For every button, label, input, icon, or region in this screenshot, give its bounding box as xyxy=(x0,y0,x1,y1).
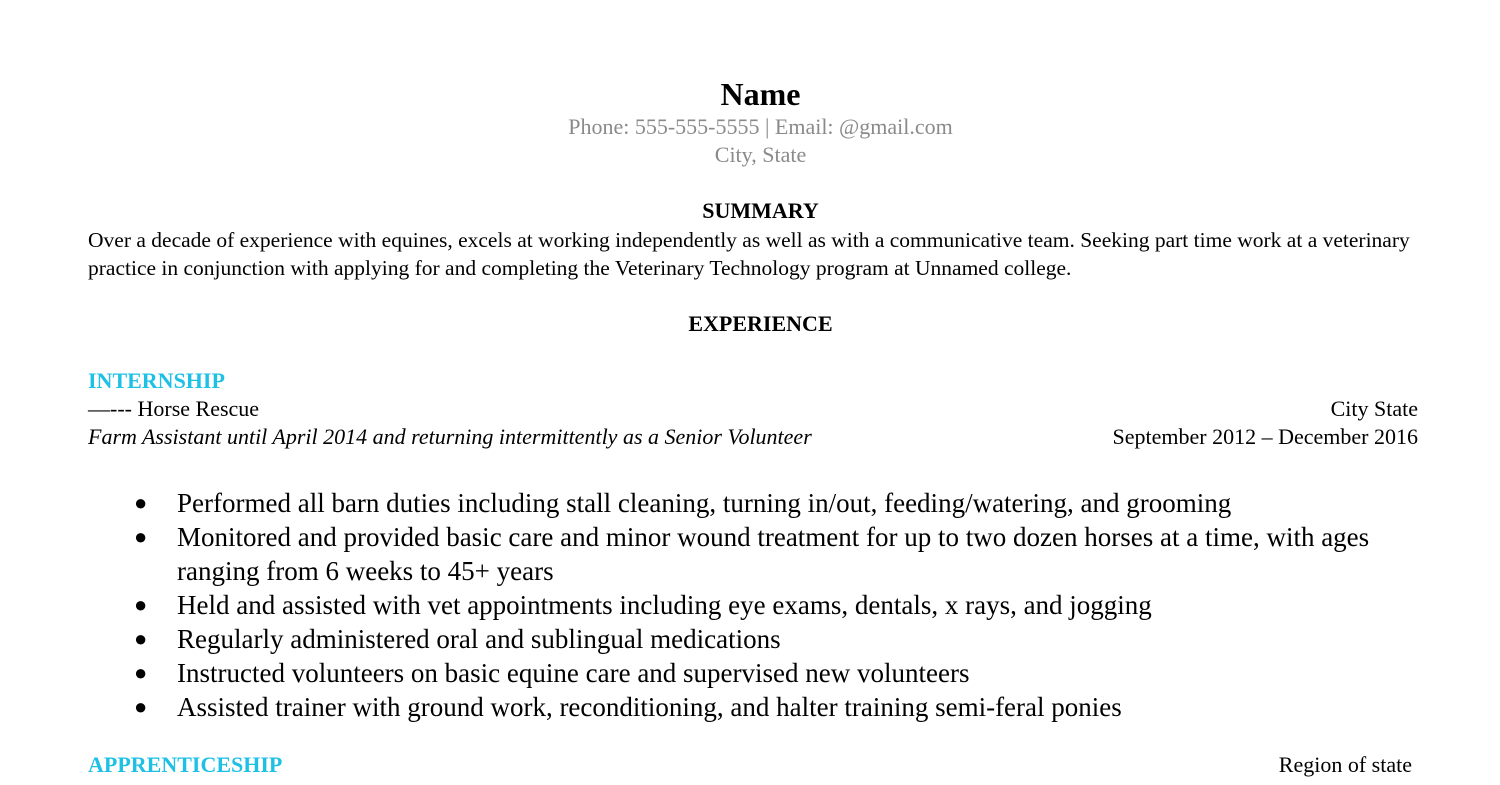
list-item xyxy=(88,486,1418,520)
bullet-icon: ● xyxy=(134,626,148,651)
bullet-text: Assisted trainer with ground work, reconditioning, and halter training semi-feral ponies xyxy=(177,692,1122,722)
summary-text: Over a decade of experience with equines, excels at working independently as well as with a communicative team. Seeking part time work at a veterinary practice in conjunction with applying for and completing the Veterinary Technology program at Unnamed college. xyxy=(88,228,1410,280)
bullet-icon: ● xyxy=(134,490,148,515)
list-item xyxy=(88,690,1418,724)
bullet-text: Instructed volunteers on basic equine care and supervised new volunteers xyxy=(177,658,970,688)
bullet-text: Monitored and provided basic care and minor wound treatment for up to two dozen horses at a time, with ages ranging from 6 weeks to 45+ years xyxy=(177,522,1370,586)
job-title-internship: INTERNSHIP xyxy=(88,368,225,393)
job-title-apprenticeship: APPRENTICESHIP xyxy=(88,752,283,777)
bullet-text: Regularly administered oral and sublingual medications xyxy=(177,624,781,654)
bullet-icon: ● xyxy=(134,524,148,549)
job-role: Farm Assistant until April 2014 and returning intermittently as a Senior Volunteer xyxy=(88,424,812,449)
bullet-text: Performed all barn duties including stall cleaning, turning in/out, feeding/watering, and grooming xyxy=(177,488,1232,518)
resume-page xyxy=(88,0,1418,785)
bullet-text: Held and assisted with vet appointments including eye exams, dentals, x rays, and jogging xyxy=(177,590,1152,620)
contact-location: City, State xyxy=(714,142,807,167)
bullet-icon: ● xyxy=(134,660,148,685)
summary-heading: SUMMARY xyxy=(702,198,819,223)
contact-line: Phone: 555-555-5555 | Email: @gmail.com xyxy=(568,114,953,139)
job-organization: —--- Horse Rescue xyxy=(88,396,260,421)
job-bullet-list xyxy=(88,486,1418,724)
list-item xyxy=(88,656,1418,690)
list-item xyxy=(88,520,1418,588)
list-item xyxy=(88,588,1418,622)
job-location-apprenticeship: Region of state xyxy=(1278,752,1412,777)
job-dates: September 2012 – December 2016 xyxy=(1112,424,1418,449)
job-location: City State xyxy=(1330,396,1418,421)
bullet-icon: ● xyxy=(134,592,148,617)
resume-name: Name xyxy=(720,76,801,112)
bullet-icon: ● xyxy=(134,694,148,719)
list-item xyxy=(88,622,1418,656)
experience-heading: EXPERIENCE xyxy=(688,311,833,336)
